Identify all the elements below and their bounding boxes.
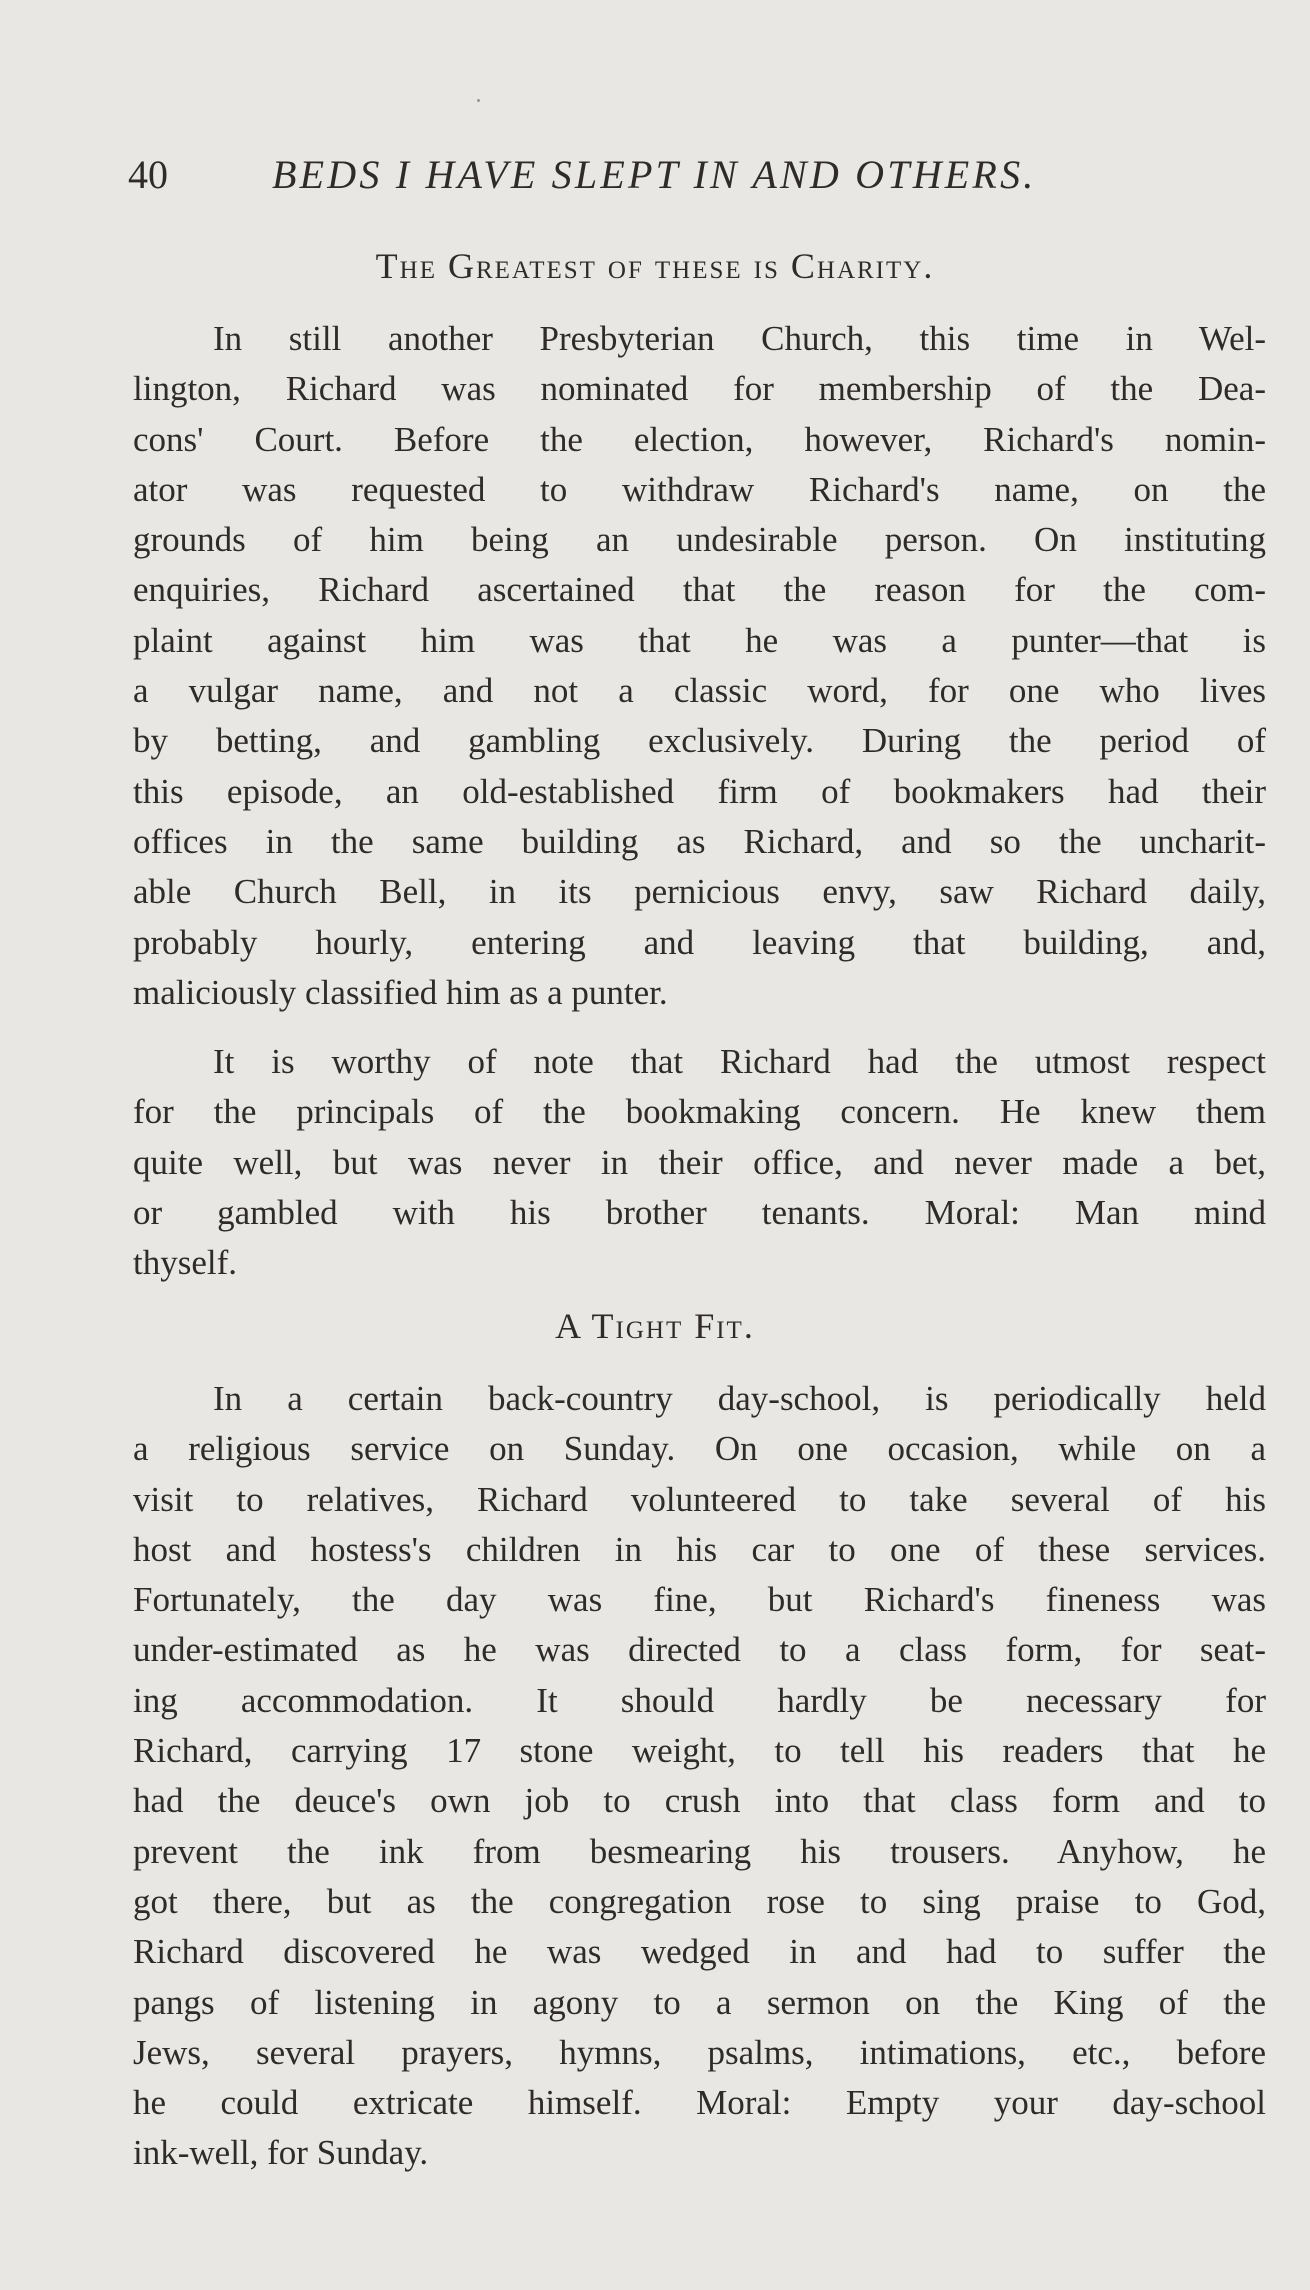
text-line: It is worthy of note that Richard had the utmost respect <box>213 1042 1266 1081</box>
text-line: quite well, but was never in their office, and never made a bet, <box>133 1142 1266 1182</box>
text-line: a religious service on Sunday. On one occasion, while on a <box>133 1429 1266 1469</box>
text-line: ator was requested to withdraw Richard's name, on the <box>133 469 1266 509</box>
text-line: Richard discovered he was wedged in and had to suffer the <box>133 1932 1266 1972</box>
text-line: In still another Presbyterian Church, this time in Wel- <box>213 319 1266 358</box>
text-line: Richard, carrying 17 stone weight, to tell his readers that he <box>133 1731 1266 1771</box>
text-line: visit to relatives, Richard volunteered to take several of his <box>133 1479 1266 1519</box>
paragraph-charity-1 <box>133 314 1266 1018</box>
text-line: able Church Bell, in its pernicious envy, saw Richard daily, <box>133 872 1266 912</box>
text-line: for the principals of the bookmaking concern. He knew them <box>133 1092 1266 1132</box>
text-line: ink-well, for Sunday. <box>133 2133 429 2173</box>
section-heading-charity: The Greatest of these is Charity. <box>375 246 935 286</box>
running-head <box>128 145 1128 205</box>
text-line: thyself. <box>133 1243 238 1283</box>
text-line: by betting, and gambling exclusively. During the period of <box>133 721 1266 761</box>
page-number: 40 <box>128 152 168 197</box>
section-heading-tight-fit: A Tight Fit. <box>555 1306 755 1346</box>
text-line: Fortunately, the day was fine, but Richard's fineness was <box>133 1580 1266 1620</box>
text-line: got there, but as the congregation rose to sing praise to God, <box>133 1881 1266 1921</box>
text-line: pangs of listening in agony to a sermon on the King of the <box>133 1982 1266 2022</box>
text-line: prevent the ink from besmearing his trousers. Anyhow, he <box>133 1831 1266 1871</box>
paragraph-charity-2 <box>133 1037 1266 1288</box>
text-line: offices in the same building as Richard, and so the uncharit- <box>133 821 1266 861</box>
text-line: under-estimated as he was directed to a class form, for seat- <box>133 1630 1266 1670</box>
text-line: cons' Court. Before the election, however, Richard's nomin- <box>133 419 1266 459</box>
text-line: lington, Richard was nominated for membership of the Dea- <box>133 369 1266 409</box>
running-title: BEDS I HAVE SLEPT IN AND OTHERS. <box>272 152 1037 197</box>
text-line: or gambled with his brother tenants. Moral: Man mind <box>133 1192 1266 1232</box>
text-line: this episode, an old-established firm of bookmakers had their <box>133 771 1266 811</box>
text-line: enquiries, Richard ascertained that the reason for the com- <box>133 570 1266 610</box>
text-line: probably hourly, entering and leaving that building, and, <box>133 922 1266 962</box>
text-line: host and hostess's children in his car to one of these services. <box>133 1529 1266 1569</box>
text-line: had the deuce's own job to crush into that class form and to <box>133 1781 1266 1821</box>
text-line: Jews, several prayers, hymns, psalms, intimations, etc., before <box>133 2032 1266 2072</box>
text-line: grounds of him being an undesirable person. On instituting <box>133 520 1266 560</box>
text-line: ing accommodation. It should hardly be necessary for <box>133 1680 1266 1720</box>
paragraph-tight-fit <box>133 1374 1266 2179</box>
text-line: plaint against him was that he was a punter—that is <box>133 620 1266 660</box>
text-line: maliciously classified him as a punter. <box>133 972 668 1012</box>
paper-speck <box>477 99 480 102</box>
text-line: In a certain back-country day-school, is periodically held <box>213 1379 1266 1418</box>
text-line: a vulgar name, and not a classic word, for one who lives <box>133 671 1266 711</box>
text-line: he could extricate himself. Moral: Empty your day-school <box>133 2083 1266 2123</box>
